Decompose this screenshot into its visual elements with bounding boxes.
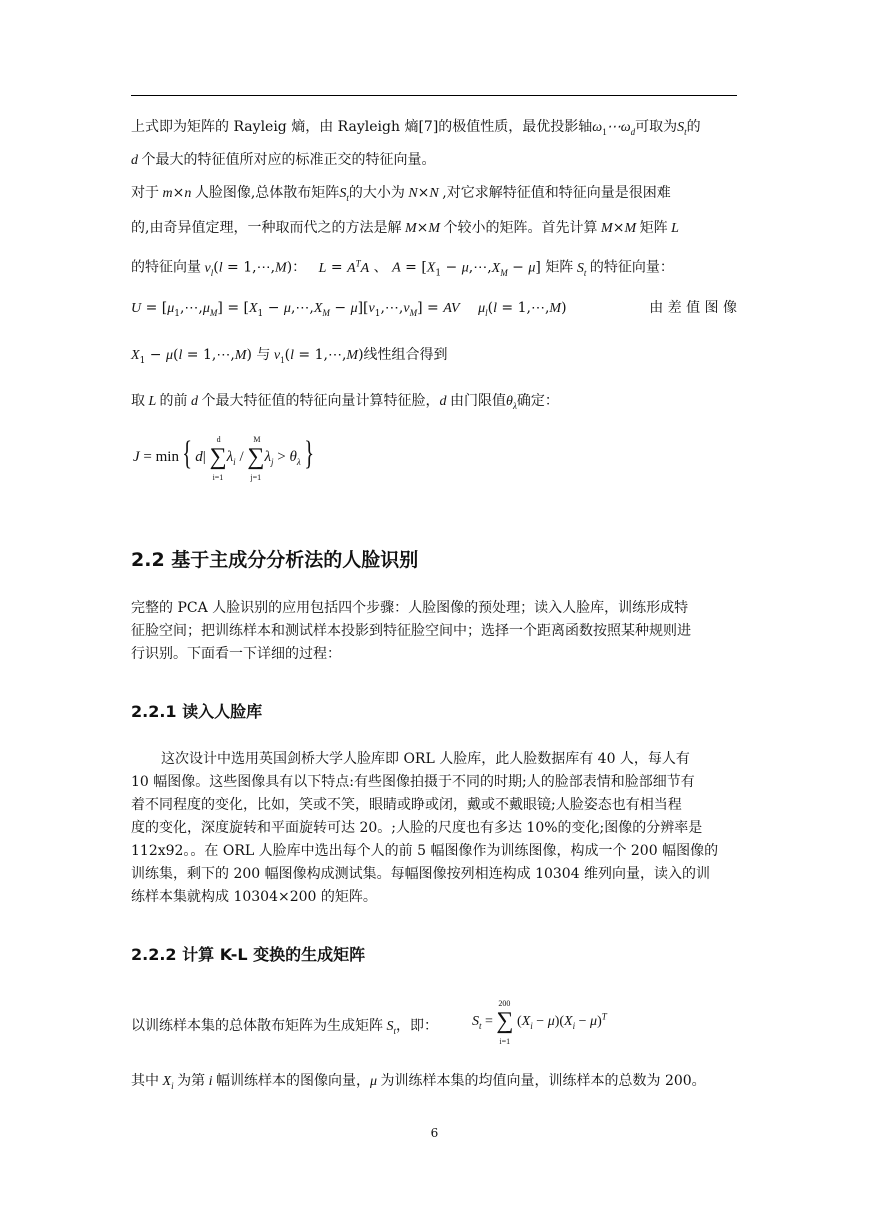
paragraph-line: 练样本集就构成 10304×200 的矩阵。 (131, 889, 377, 905)
subsection-heading: 2.2.2 计算 K-L 变换的生成矩阵 (131, 945, 366, 964)
math-St: $S_t$ (677, 120, 687, 137)
text-line: 对于 m×n 人脸图像,总体散布矩阵$S_t$的大小为 N×N ,对它求解特征值和特征向量是很困难 (131, 185, 671, 203)
text-line: 的,由奇异值定理，一种取而代之的方法是解 M×M 个较小的矩阵。首先计算 M×M 矩阵 L (131, 220, 679, 236)
section-heading: 2.2 基于主成分分析法的人脸识别 (131, 549, 419, 571)
paragraph-line: 10 幅图像。这些图像具有以下特点:有些图像拍摄于不同的时期;人的脸部表情和脸部细节有 (131, 774, 695, 790)
math-omega: $\omega_1\cdots\omega_d$ (592, 120, 636, 137)
paragraph-line: 训练集，剩下的 200 幅图像构成测试集。每幅图像按列相连构成 10304 维列向量，读入的训 (131, 866, 711, 882)
text-line: 的特征向量 $v_l(l$ = 1,⋯,M)： $L = A^TA$ 、 $A = [X_1$ − $\mu,\cdots,X_M - \mu$] 矩阵 $S_t$ 的特征向量： (131, 258, 674, 279)
paragraph-line: 完整的 PCA 人脸识别的应用包括四个步骤：人脸图像的预处理；读入人脸库，训练形成特 (131, 600, 689, 616)
paragraph-line: 着不同程度的变化，比如，笑或不笑，眼睛或睁或闭，戴或不戴眼镜;人脸姿态也有相当程 (131, 797, 682, 813)
formula-J: J = min{ d| d ∑ i=1 $\lambda_i$ / M ∑ j=1 $\lambda_j > \theta_\lambda$} (133, 435, 314, 482)
text-line: $U = [\mu_1,\cdots,\mu_M] = [X_1$ − $\mu,\cdots,X_M$ − $\mu][v_1,\cdots,v_M]$ = AV $\mu_l(l$ = 1,⋯,M) 由 差 值 图 像 (131, 300, 737, 319)
paragraph-line: 112x92。。在 ORL 人脸库中选出每个人的前 5 幅图像作为训练图像，构成一个 200 幅图像的 (131, 843, 719, 859)
paragraph-line: 这次设计中选用英国剑桥大学人脸库即 ORL 人脸库，此人脸数据库有 40 人，每人有 (161, 751, 690, 767)
paragraph-line: 征脸空间；把训练样本和测试样本投影到特征脸空间中；选择一个距离函数按照某种规则进 (131, 623, 691, 639)
text-line: 上式即为矩阵的 Rayleig 熵，由 Rayleigh 熵[7]的极值性质，最优投影轴$\omega_1\cdots\omega_d$可取为$S_t$的 (131, 119, 701, 137)
subsection-heading: 2.2.1 读入人脸库 (131, 702, 263, 721)
text-line: 其中 $X_i$ 为第 i 幅训练样本的图像向量，μ 为训练样本集的均值向量，训练样本的总数为 200。 (131, 1073, 706, 1091)
header-rule (131, 95, 737, 96)
formula-St: $S_t$ = 200 ∑ i=1 $(X_i - \mu)(X_i - \mu)^T$ (472, 999, 607, 1046)
text-line: 以训练样本集的总体散布矩阵为生成矩阵 $S_t$，即： (131, 1018, 439, 1036)
text-line: d 个最大的特征值所对应的标准正交的特征向量。 (131, 152, 436, 168)
text-line: $X_1 - \mu(l$ = 1,⋯,M) 与 $v_1(l$ = 1,⋯,M)线性组合得到 (131, 347, 448, 366)
paragraph-line: 行识别。下面看一下详细的过程： (131, 646, 341, 662)
text-line: 取 L 的前 d 个最大特征值的特征向量计算特征脸，d 由门限值$\theta_\lambda$确定： (131, 393, 559, 411)
paragraph-line: 度的变化，深度旋转和平面旋转可达 20。;人脸的尺度也有多达 10%的变化;图像的分辨率是 (131, 820, 703, 836)
page-number: 6 (430, 1126, 439, 1140)
